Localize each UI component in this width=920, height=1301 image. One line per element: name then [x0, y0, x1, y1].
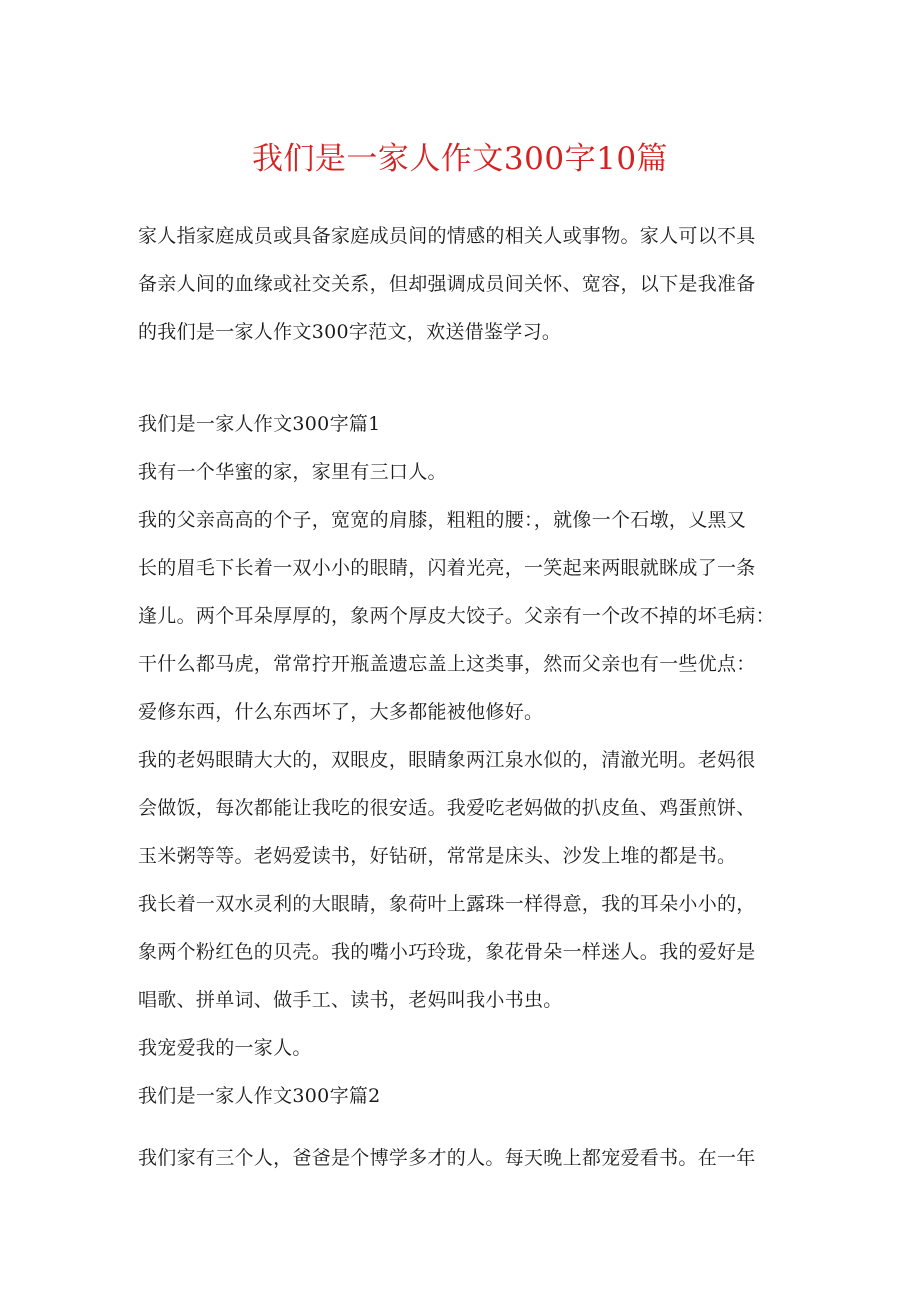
section-2	[138, 1072, 788, 1120]
body-line: 我有一个华蜜的家，家里有三口人。	[138, 461, 447, 483]
body-line: 长的眉毛下长着一双小小的眼睛，闪着光亮，一笑起来两眼就眯成了一条	[138, 557, 756, 579]
section-heading: 我们是一家人作文300字篇1	[138, 413, 381, 435]
body-line: 我的老妈眼睛大大的，双眼皮，眼睛象两江泉水似的，清澈光明。老妈很	[138, 749, 756, 771]
body-line: 我们家有三个人，爸爸是个博学多才的人。每天晚上都宠爱看书。在一年	[138, 1147, 756, 1169]
intro-line: 的我们是一家人作文300字范文，欢送借鉴学习。	[138, 321, 562, 343]
body-line: 我的父亲高高的个子，宽宽的肩膝，粗粗的腰：，就像一个石墩，乂黑又	[138, 509, 747, 531]
body-line: 玉米粥等等。老妈爱读书，好钻研，常常是床头、沙发上堆的都是书。	[138, 845, 737, 867]
section-heading: 我们是一家人作文300字篇2	[138, 1085, 381, 1107]
body-line: 干什么都马虎，常常拧开瓶盖遗忘盖上这类事，然而父亲也有一些优点：	[138, 653, 756, 675]
body-line: 我宠爱我的一家人。	[138, 1037, 312, 1059]
section-2-body	[138, 1134, 788, 1182]
section-1	[138, 400, 788, 1072]
intro-paragraph	[138, 212, 788, 356]
document-title: 我们是一家人作文300字10篇	[251, 141, 669, 177]
body-line: 爱修东西，什么东西坏了，大多都能被他修好。	[138, 701, 544, 723]
intro-line: 家人指家庭成员或具备家庭成员间的情感的相关人或事物。家人可以不具	[138, 225, 756, 247]
body-line: 逢儿。两个耳朵厚厚的，象两个厚皮大饺子。父亲有一个改不掉的坏毛病：	[138, 605, 775, 627]
body-line: 象两个粉红色的贝壳。我的嘴小巧玲珑，象花骨朵一样迷人。我的爱好是	[138, 941, 756, 963]
intro-line: 备亲人间的血缘或社交关系，但却强调成员间关怀、宽容，以下是我准备	[138, 273, 756, 295]
body-line: 唱歌、拼单词、做手工、读书，老妈叫我小书虫。	[138, 989, 563, 1011]
body-line: 我长着一双水灵利的大眼睛，象荷叶上露珠一样得意，我的耳朵小小的，	[138, 893, 756, 915]
body-line: 会做饭，每次都能让我吃的很安适。我爱吃老妈做的扒皮鱼、鸡蛋煎饼、	[138, 797, 756, 819]
